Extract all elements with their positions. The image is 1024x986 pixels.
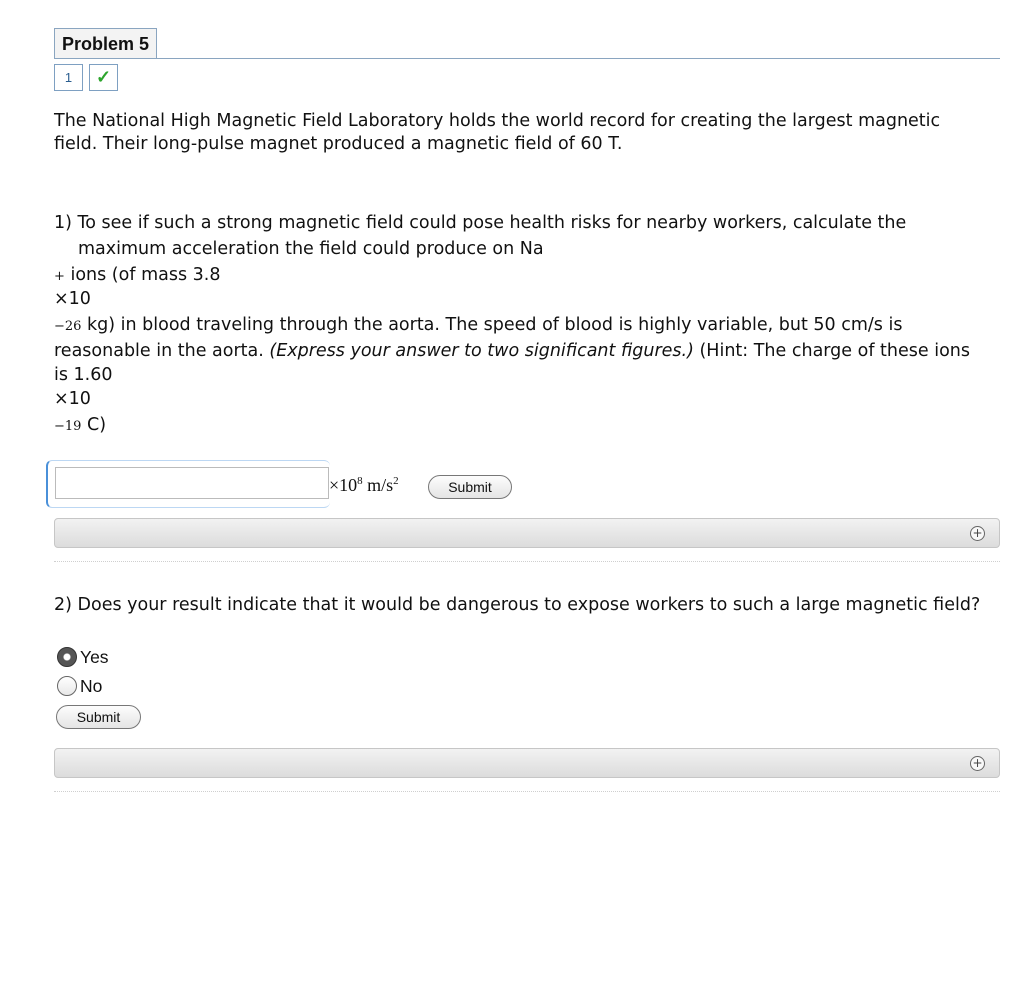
answer-input-wrapper (46, 460, 330, 508)
problem-title: Problem 5 (62, 34, 150, 54)
checkmark-icon: ✓ (95, 67, 112, 87)
q1-line-3: + ions (of mass 3.8 (54, 265, 221, 285)
problem-title-tab (54, 28, 157, 58)
q2-question: 2) Does your result indicate that it would be dangerous to expose workers to such a large magnetic field? (54, 595, 981, 615)
q1-line-7: −19 C) (54, 415, 107, 435)
q2-feedback-bar[interactable] (54, 748, 1000, 778)
radio-no-label[interactable]: No (80, 676, 103, 696)
radio-no[interactable] (57, 676, 77, 696)
mass-exponent: −26 (54, 319, 82, 334)
charge-exponent: −19 (54, 419, 82, 434)
answer-input[interactable] (55, 467, 329, 499)
sig-fig-instruction: (Express your answer to two significant figures.) (269, 341, 694, 361)
q1-line-4: −26 kg) in blood traveling through the aorta. The speed of blood is highly variable, but 50 cm/s is (54, 315, 903, 335)
q1-line-5: reasonable in the aorta. (Express your answer to two significant figures.) (Hint: The charge of these ions (54, 341, 970, 361)
ion-charge-sup: + (54, 269, 65, 284)
q2-submit-button[interactable]: Submit (56, 705, 141, 729)
answer-unit: $\times 10^8$ $m/s^2$ (329, 475, 399, 495)
radio-yes[interactable] (57, 647, 77, 667)
radio-yes-label[interactable]: Yes (80, 647, 109, 667)
q1-times-2: ×10 (54, 389, 91, 409)
q1-divider (54, 561, 1000, 562)
q1-line-1: 1) To see if such a strong magnetic field could pose health risks for nearby workers, calculate the (54, 213, 907, 233)
page-button-check[interactable] (89, 64, 118, 91)
intro-line-1: The National High Magnetic Field Laboratory holds the world record for creating the largest magnetic (54, 111, 941, 131)
q2-divider (54, 791, 1000, 792)
title-divider (54, 58, 1000, 59)
page-button-1[interactable]: 1 (54, 64, 83, 91)
q1-line-2: maximum acceleration the field could produce on Na (78, 239, 544, 259)
intro-line-2: field. Their long-pulse magnet produced a magnetic field of 60 T. (54, 134, 623, 154)
expand-plus-icon[interactable]: + (970, 526, 985, 541)
q1-line-6: is 1.60 (54, 365, 113, 385)
q1-submit-button[interactable]: Submit (428, 475, 512, 499)
q1-feedback-bar[interactable] (54, 518, 1000, 548)
q1-times-1: ×10 (54, 289, 91, 309)
expand-plus-icon[interactable]: + (970, 756, 985, 771)
